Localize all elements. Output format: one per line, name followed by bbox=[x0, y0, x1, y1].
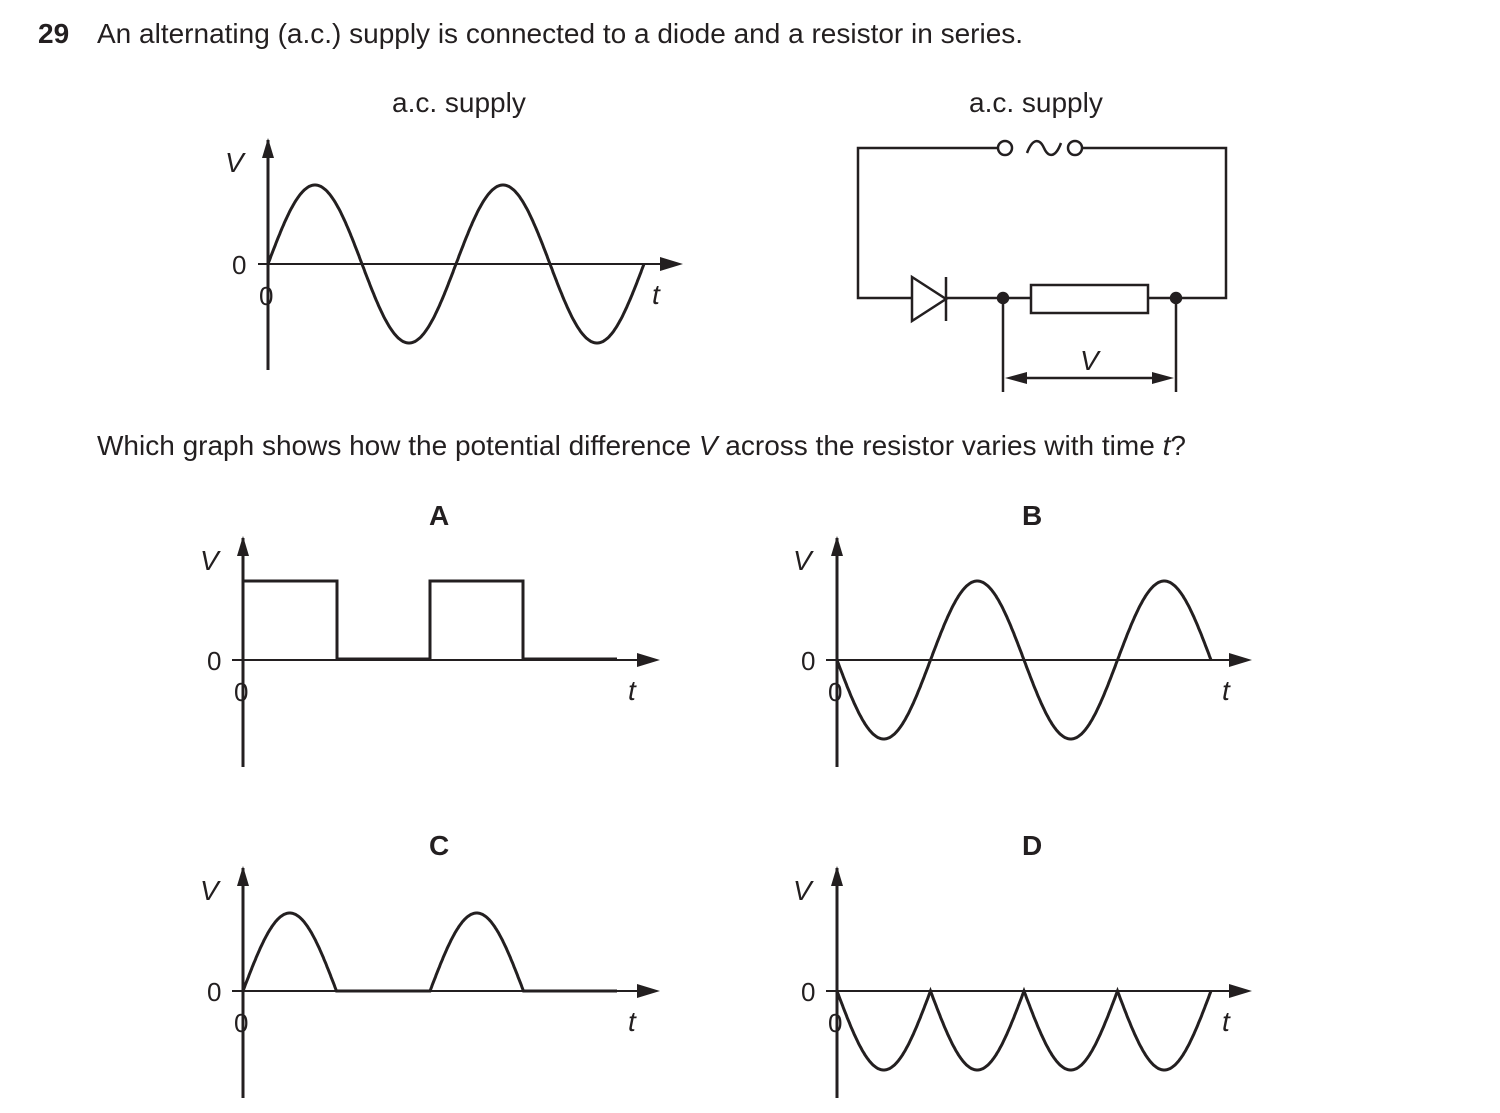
option-a-y-label: V bbox=[200, 545, 219, 576]
question-number: 29 bbox=[38, 18, 70, 49]
option-b-x-label: t bbox=[1222, 675, 1230, 706]
supply-graph-caption: a.c. supply bbox=[392, 87, 526, 118]
prompt-symbol-v: V bbox=[698, 430, 718, 461]
v-span-arrow-right bbox=[1152, 372, 1174, 384]
supply-graph bbox=[225, 138, 683, 370]
option-b-zero-x: 0 bbox=[828, 677, 843, 707]
supply-y-label: V bbox=[225, 147, 244, 178]
supply-x-arrowhead bbox=[660, 257, 683, 271]
resistor-symbol bbox=[1031, 285, 1148, 313]
prompt-part: Which graph shows how the potential difference bbox=[97, 430, 699, 461]
option-d-graph[interactable] bbox=[793, 866, 1252, 1098]
diode-symbol bbox=[912, 277, 946, 321]
supply-zero-y: 0 bbox=[232, 250, 247, 280]
circuit-caption: a.c. supply bbox=[969, 87, 1103, 118]
wire-right bbox=[1082, 148, 1226, 298]
option-d-waveform bbox=[837, 991, 1211, 1070]
option-b-y-label: V bbox=[793, 545, 812, 576]
option-c-waveform bbox=[243, 913, 617, 991]
option-a-label[interactable]: A bbox=[429, 500, 450, 531]
supply-y-arrowhead bbox=[262, 138, 274, 158]
option-d-zero-y: 0 bbox=[801, 977, 816, 1007]
question-intro: An alternating (a.c.) supply is connected to a diode and a resistor in series. bbox=[97, 18, 1024, 49]
option-b-graph[interactable] bbox=[793, 536, 1252, 767]
supply-terminal-right bbox=[1068, 141, 1082, 155]
option-d-y-label: V bbox=[793, 875, 812, 906]
option-d-label[interactable]: D bbox=[1022, 830, 1043, 861]
option-a-zero-x: 0 bbox=[234, 677, 249, 707]
prompt-part: ? bbox=[1170, 430, 1186, 461]
option-c-zero-x: 0 bbox=[234, 1008, 249, 1038]
circuit-v-label: V bbox=[1080, 345, 1099, 376]
ac-supply-symbol bbox=[1027, 141, 1061, 155]
option-c-label[interactable]: C bbox=[429, 830, 450, 861]
circuit-diagram bbox=[858, 141, 1226, 392]
option-c-y-label: V bbox=[200, 875, 219, 906]
option-a-zero-y: 0 bbox=[207, 646, 222, 676]
option-c-x-label: t bbox=[628, 1006, 636, 1037]
option-c-graph[interactable] bbox=[200, 866, 660, 1098]
supply-x-label: t bbox=[652, 279, 660, 310]
supply-terminal-left bbox=[998, 141, 1012, 155]
option-d-x-label: t bbox=[1222, 1006, 1230, 1037]
option-b-zero-y: 0 bbox=[801, 646, 816, 676]
prompt-part: across the resistor varies with time bbox=[717, 430, 1163, 461]
v-span-arrow-left bbox=[1005, 372, 1027, 384]
option-c-zero-y: 0 bbox=[207, 977, 222, 1007]
option-a-x-label: t bbox=[628, 675, 636, 706]
option-b-label[interactable]: B bbox=[1022, 500, 1043, 531]
option-a-waveform bbox=[243, 581, 617, 659]
supply-zero-x: 0 bbox=[259, 281, 274, 311]
wire-left bbox=[858, 148, 998, 298]
option-d-zero-x: 0 bbox=[828, 1008, 843, 1038]
prompt-symbol-t: t bbox=[1162, 430, 1171, 461]
option-a-graph[interactable] bbox=[200, 536, 660, 767]
